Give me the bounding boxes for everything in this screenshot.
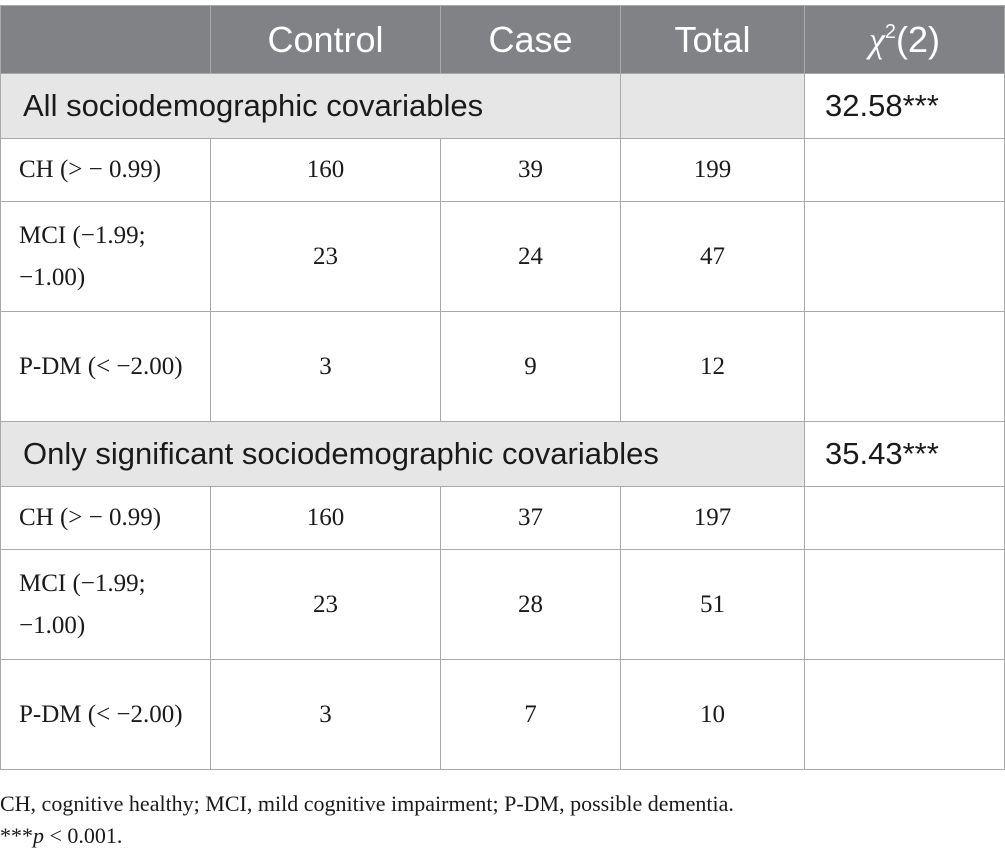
cell-case: 39: [441, 139, 621, 202]
footnote-threshold: < 0.001.: [44, 823, 123, 848]
cell-chi: [805, 487, 1005, 550]
header-control: Control: [211, 6, 441, 74]
table-row: [1, 312, 1005, 422]
chi-superscript: 2: [884, 20, 896, 43]
row-label: MCI (−1.99; −1.00): [1, 550, 211, 660]
section-title: All sociodemographic covariables: [1, 74, 621, 139]
header-case: Case: [441, 6, 621, 74]
cell-chi: [805, 139, 1005, 202]
cell-control: 3: [211, 312, 441, 422]
section-chi-value: 35.43***: [805, 422, 1005, 487]
cell-case: 37: [441, 487, 621, 550]
cell-total: 12: [621, 312, 805, 422]
table-row: [1, 660, 1005, 770]
chi-symbol: χ: [869, 19, 885, 60]
row-label: MCI (−1.99; −1.00): [1, 202, 211, 312]
footnote-stars: ***: [0, 823, 33, 848]
header-empty-cell: [1, 6, 211, 74]
footnote-significance: [0, 823, 122, 849]
footnote-abbreviations: CH, cognitive healthy; MCI, mild cognitive impairment; P-DM, possible dementia.: [0, 791, 734, 816]
row-label: CH (> − 0.99): [1, 139, 211, 202]
cell-chi: [805, 660, 1005, 770]
footnote-p: p: [33, 823, 44, 848]
section-title: Only significant sociodemographic covariables: [1, 422, 805, 487]
table-row: [1, 487, 1005, 550]
section-row: [1, 74, 1005, 139]
cell-chi: [805, 202, 1005, 312]
cell-total: 47: [621, 202, 805, 312]
cell-control: 160: [211, 139, 441, 202]
table-row: [1, 139, 1005, 202]
cell-control: 23: [211, 202, 441, 312]
section-empty-cell: [621, 74, 805, 139]
row-label: CH (> − 0.99): [1, 487, 211, 550]
cell-chi: [805, 312, 1005, 422]
cell-control: 3: [211, 660, 441, 770]
table-row: [1, 202, 1005, 312]
header-chi-square: [805, 6, 1005, 74]
chi-df: (2): [895, 18, 940, 60]
header-total: Total: [621, 6, 805, 74]
cell-control: 160: [211, 487, 441, 550]
results-table: [0, 5, 1005, 770]
table-header-row: [1, 6, 1005, 74]
cell-total: 10: [621, 660, 805, 770]
section-row: [1, 422, 1005, 487]
section-chi-value: 32.58***: [805, 74, 1005, 139]
table-row: [1, 550, 1005, 660]
cell-case: 7: [441, 660, 621, 770]
row-label: P-DM (< −2.00): [1, 312, 211, 422]
cell-chi: [805, 550, 1005, 660]
cell-total: 51: [621, 550, 805, 660]
row-label: P-DM (< −2.00): [1, 660, 211, 770]
cell-case: 9: [441, 312, 621, 422]
cell-total: 197: [621, 487, 805, 550]
cell-total: 199: [621, 139, 805, 202]
cell-case: 28: [441, 550, 621, 660]
cell-case: 24: [441, 202, 621, 312]
cell-control: 23: [211, 550, 441, 660]
